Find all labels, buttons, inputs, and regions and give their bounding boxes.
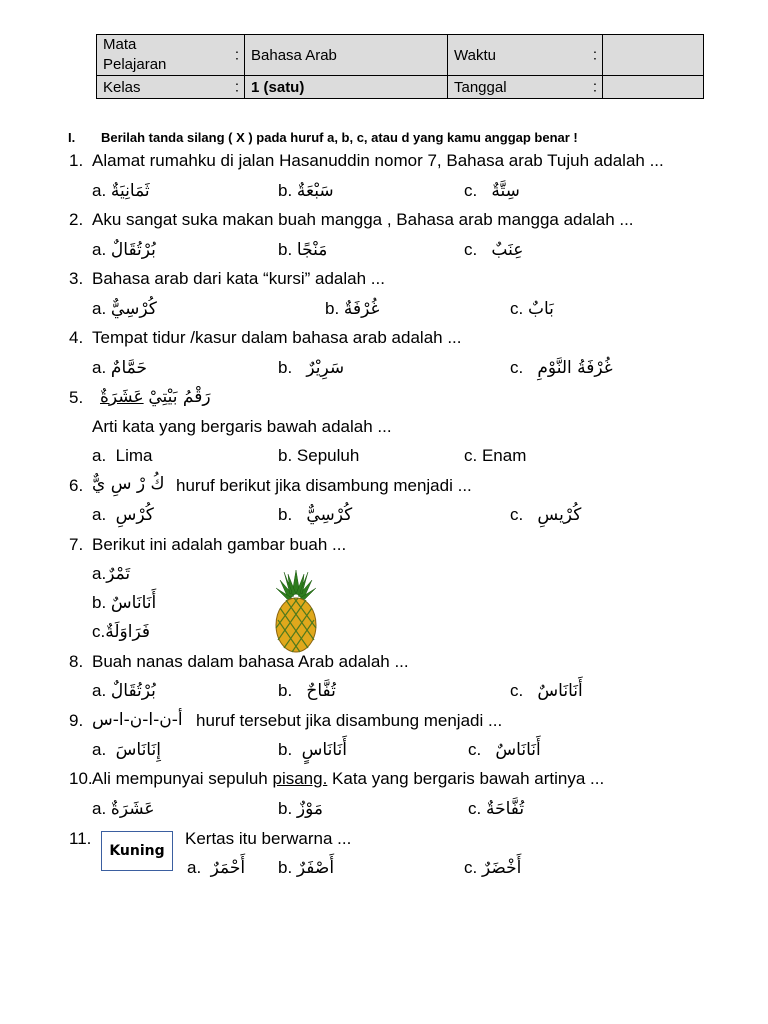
question-2-text: Aku sangat suka makan buah mangga , Bahasa arab mangga adalah ... [92, 210, 634, 229]
question-7-text: Berikut ini adalah gambar buah ... [92, 535, 347, 554]
question-2-number: 2. [69, 210, 84, 229]
q10-option-c[interactable]: c. تُفَّاحَةٌ [468, 799, 525, 819]
question-8-number: 8. [69, 652, 84, 671]
question-6-text: huruf berikut jika disambung menjadi ... [176, 476, 472, 495]
question-1-text: Alamat rumahku di jalan Hasanuddin nomor 7, Bahasa arab Tujuh adalah ... [92, 151, 664, 170]
class-label-cell: Kelas : [97, 76, 245, 99]
q3-option-a[interactable]: a. كُرْسِيٌّ [92, 299, 157, 319]
time-label: Waktu [454, 46, 496, 64]
q2-option-a[interactable]: a. بُرْتُقَالٌ [92, 240, 156, 260]
date-label: Tanggal [454, 78, 507, 96]
q1-option-b[interactable]: b. سَبْعَةٌ [278, 181, 334, 201]
class-label: Kelas [103, 78, 141, 96]
question-4-number: 4. [69, 328, 84, 347]
question-1-number: 1. [69, 151, 84, 170]
q3-option-c[interactable]: c. بَابٌ [510, 299, 554, 319]
q10-underlined-word: pisang. [272, 769, 328, 788]
q5-option-c[interactable]: c. Enam [464, 446, 527, 465]
subject-label: Mata Pelajaran [103, 36, 167, 73]
q7-option-c[interactable]: c.فَرَاوَلَةٌ [92, 622, 150, 642]
class-value: 1 (satu) [251, 78, 305, 96]
date-label-cell: Tanggal : [448, 76, 603, 99]
q1-option-c[interactable]: c. سِتَّةٌ [464, 181, 520, 201]
q7-option-a[interactable]: a.تَمْرٌ [92, 564, 131, 584]
question-7-number: 7. [69, 535, 84, 554]
q6-option-a[interactable]: a. كُرْسِ [92, 505, 154, 525]
question-5-text: Arti kata yang bergaris bawah adalah ... [92, 417, 392, 436]
question-9-text: huruf tersebut jika disambung menjadi ... [196, 711, 503, 730]
question-10-text: Ali mempunyai sepuluh pisang. Kata yang bergaris bawah artinya ... [92, 769, 605, 788]
q8-option-c[interactable]: c. أَنَانَاسٌ [510, 681, 583, 701]
kuning-color-box: Kuning [101, 831, 173, 871]
q1-option-a[interactable]: a. ثَمَانِيَةٌ [92, 181, 150, 201]
q10-option-a[interactable]: a. عَشَرَةٌ [92, 799, 155, 819]
q10-option-b[interactable]: b. مَوْزٌ [278, 799, 324, 819]
time-value-cell [603, 35, 704, 76]
class-value-cell [245, 76, 448, 99]
q4-option-a[interactable]: a. حَمَّامٌ [92, 358, 147, 378]
question-10-number: 10. [69, 769, 93, 788]
q8-option-a[interactable]: a. بُرْتُقَالٌ [92, 681, 156, 701]
q4-option-c[interactable]: c. غُرْفَةُ النَّوْمِ [510, 358, 613, 378]
q9-option-b[interactable]: b. أَنَانَاسٍ [278, 740, 347, 760]
q5-arabic-underlined: عَشَرَةٌ [100, 387, 144, 407]
question-3-text: Bahasa arab dari kata “kursi” adalah ... [92, 269, 385, 288]
question-8-text: Buah nanas dalam bahasa Arab adalah ... [92, 652, 409, 671]
question-6-number: 6. [69, 476, 84, 495]
q7-option-b[interactable]: b. أَنَانَاسٌ [92, 593, 157, 613]
q11-option-c[interactable]: c. أَخْضَرٌ [464, 858, 522, 878]
question-9-arabic-letters: أ-ن-ا-ن-ا-س [92, 710, 183, 730]
subject-value-cell [245, 35, 448, 76]
q2-option-c[interactable]: c. عِنَبٌ [464, 240, 524, 260]
q8-option-b[interactable]: b. تُفَّاحٌ [278, 681, 336, 701]
subject-label-cell: Mata Pelajaran : [97, 35, 245, 76]
time-label-cell: Waktu : [448, 35, 603, 76]
q9-option-c[interactable]: c. أَنَانَاسٌ [468, 740, 541, 760]
q5-option-b[interactable]: b. Sepuluh [278, 446, 360, 465]
q11-option-b[interactable]: b. أَصْفَرٌ [278, 858, 335, 878]
q3-option-b[interactable]: b. غُرْفَةٌ [325, 299, 380, 319]
subject-value: Bahasa Arab [251, 46, 337, 64]
question-5-number: 5. [69, 388, 84, 407]
q2-option-b[interactable]: b. مَنْجًا [278, 240, 328, 260]
question-9-number: 9. [69, 711, 84, 730]
q4-option-b[interactable]: b. سَرِيْرٌ [278, 358, 345, 378]
q9-option-a[interactable]: a. إِنَانَاسَ [92, 740, 161, 760]
q5-option-a[interactable]: a. Lima [92, 446, 153, 465]
question-11-text: Kertas itu berwarna ... [185, 829, 352, 848]
question-5-arabic [100, 387, 230, 407]
instruction-text: Berilah tanda silang ( X ) pada huruf a, b, c, atau d yang kamu anggap benar ! [101, 130, 578, 145]
instruction-number: I. [68, 130, 76, 145]
header-table [96, 34, 704, 99]
q6-option-c[interactable]: c. كُرْيسِ [510, 505, 582, 525]
pineapple-icon [268, 568, 324, 654]
question-3-number: 3. [69, 269, 84, 288]
question-4-text: Tempat tidur /kasur dalam bahasa arab adalah ... [92, 328, 462, 347]
question-6-arabic-letters: كُ رْ سِ يٌّ [92, 474, 165, 494]
date-value-cell [603, 76, 704, 99]
q6-option-b[interactable]: b. كُرْسِيٌّ [278, 505, 353, 525]
q5-arabic-plain: رَقْمُ بَيْتِيْ [148, 387, 211, 407]
question-11-number: 11. [69, 829, 92, 848]
q11-option-a[interactable]: a. أَحْمَرٌ [187, 858, 246, 878]
